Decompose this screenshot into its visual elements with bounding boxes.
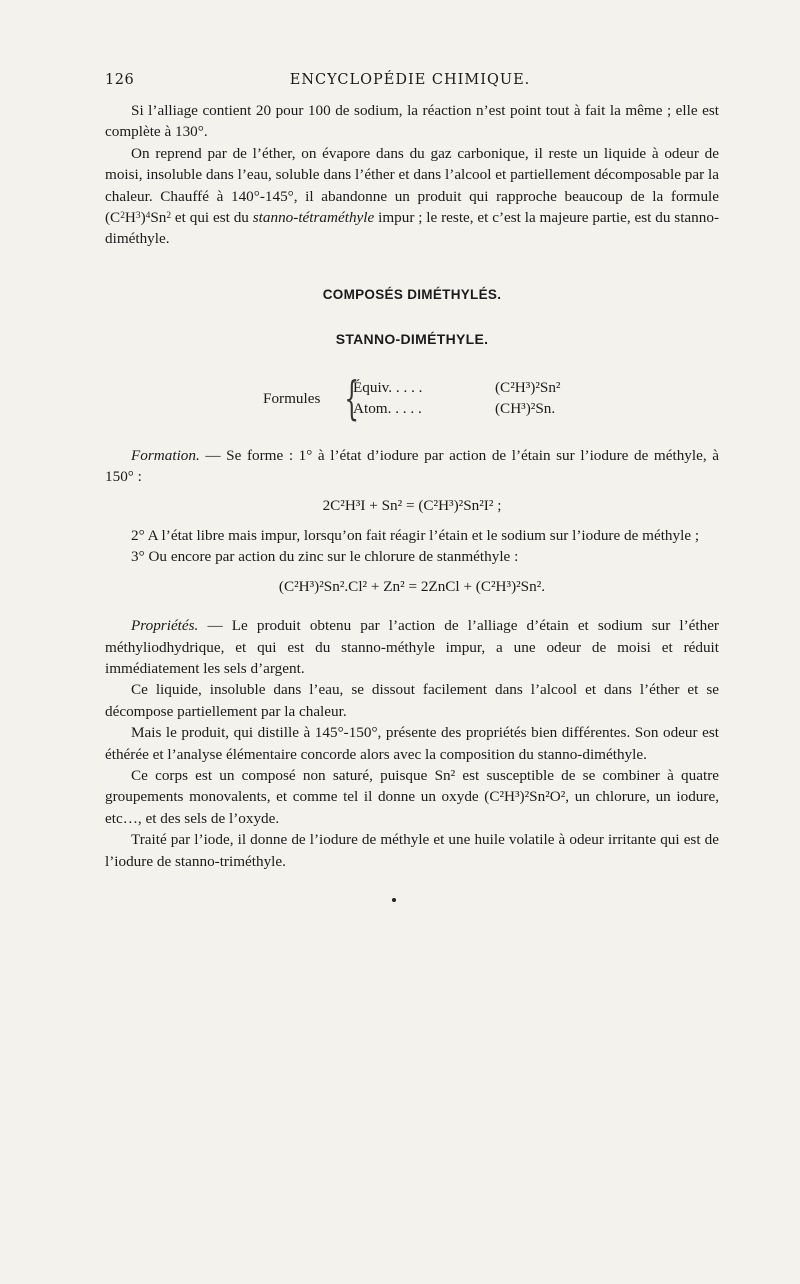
paragraph-properties: Propriétés. — Le produit obtenu par l’action de l’alliage d’étain et sodium sur l’éther méthyliodhydrique, et qui est du stanno-méthyle impur, a une odeur de moisi et réduit immédiatement les sels d’argent.: [105, 617, 719, 677]
paragraph-formation-2: 2° A l’état libre mais impur, lorsqu’on fait réagir l’étain et le sodium sur l’iodure de méthyle ;: [131, 526, 700, 544]
paragraph-distill: Mais le produit, qui distille à 145°-150°, présente des propriétés bien différentes. Son odeur est éthérée et l’analyse élémentaire concorde alors avec la composition du stanno-diméthyle.: [105, 724, 719, 763]
formulas-label: Formules: [263, 389, 321, 407]
atom-label: Atom. . . . .: [353, 399, 422, 417]
page-body: [105, 100, 719, 872]
section-title: COMPOSÉS DIMÉTHYLÉS.: [322, 286, 502, 302]
paragraph-unsaturated: Ce corps est un composé non saturé, puisque Sn² est susceptible de se combiner à quatre groupements monovalents, et comme tel il donne un oxyde (C²H³)²Sn²O², un chlorure, un iodure, etc…, et des sels de l’oxyde.: [105, 766, 719, 827]
paragraph-formation-3: 3° Ou encore par action du zinc sur le chlorure de stanméthyle :: [131, 548, 519, 566]
paragraph-formation: Formation. — Se forme : 1° à l’état d’iodure par action de l’étain sur l’iodure de méthyle, à 150° :: [105, 446, 719, 486]
page-header: [105, 72, 715, 94]
subsection-title: STANNO-DIMÉTHYLE.: [335, 331, 489, 348]
equation-1: 2C²H³I + Sn² = (C²H³)²Sn²I² ;: [322, 497, 502, 515]
italic-term: stanno-tétraméthyle: [252, 209, 375, 227]
running-title: ENCYCLOPÉDIE CHIMIQUE.: [289, 72, 531, 88]
formation-label: Formation.: [131, 446, 200, 464]
paragraph-ether: On reprend par de l’éther, on évapore dans du gaz carbonique, il reste un liquide à odeur de moisi, insoluble dans l’eau, soluble dans l’éther et dans l’alcool et partiellement décomposable par la chaleur. Chauffé à 140°-145°, il abandonne un produit qui rapproche beaucoup de la formule $(C^2H^3)^4Sn^2$ et qui est du stanno-tétraméthyle impur ; le reste, et c’est la majeure partie, est du stanno-diméthyle.: [105, 144, 720, 248]
brace-icon: {: [344, 370, 359, 425]
page-number: 126: [105, 72, 135, 88]
formulas-block: [105, 370, 719, 425]
paragraph-alloy: Si l’alliage contient 20 pour 100 de sodium, la réaction n’est point tout à fait la même ; elle est complète à 130°.: [105, 102, 719, 141]
atom-formula: (CH³)²Sn.: [495, 399, 556, 417]
ink-dot: [392, 898, 396, 902]
paragraph-liquid: Ce liquide, insoluble dans l’eau, se dissout facilement dans l’alcool et dans l’éther et se décompose partiellement par la chaleur.: [105, 681, 719, 720]
equiv-label: Équiv. . . . .: [353, 378, 423, 396]
paragraph-iodine: Traité par l’iode, il donne de l’iodure de méthyle et une huile volatile à odeur irritante qui est de l’iodure de stanno-triméthyle.: [105, 831, 719, 870]
properties-label: Propriétés.: [131, 617, 199, 635]
equation-2: (C²H³)²Sn².Cl² + Zn² = 2ZnCl + (C²H³)²Sn².: [278, 577, 546, 595]
equiv-formula: (C²H³)²Sn²: [495, 378, 561, 396]
